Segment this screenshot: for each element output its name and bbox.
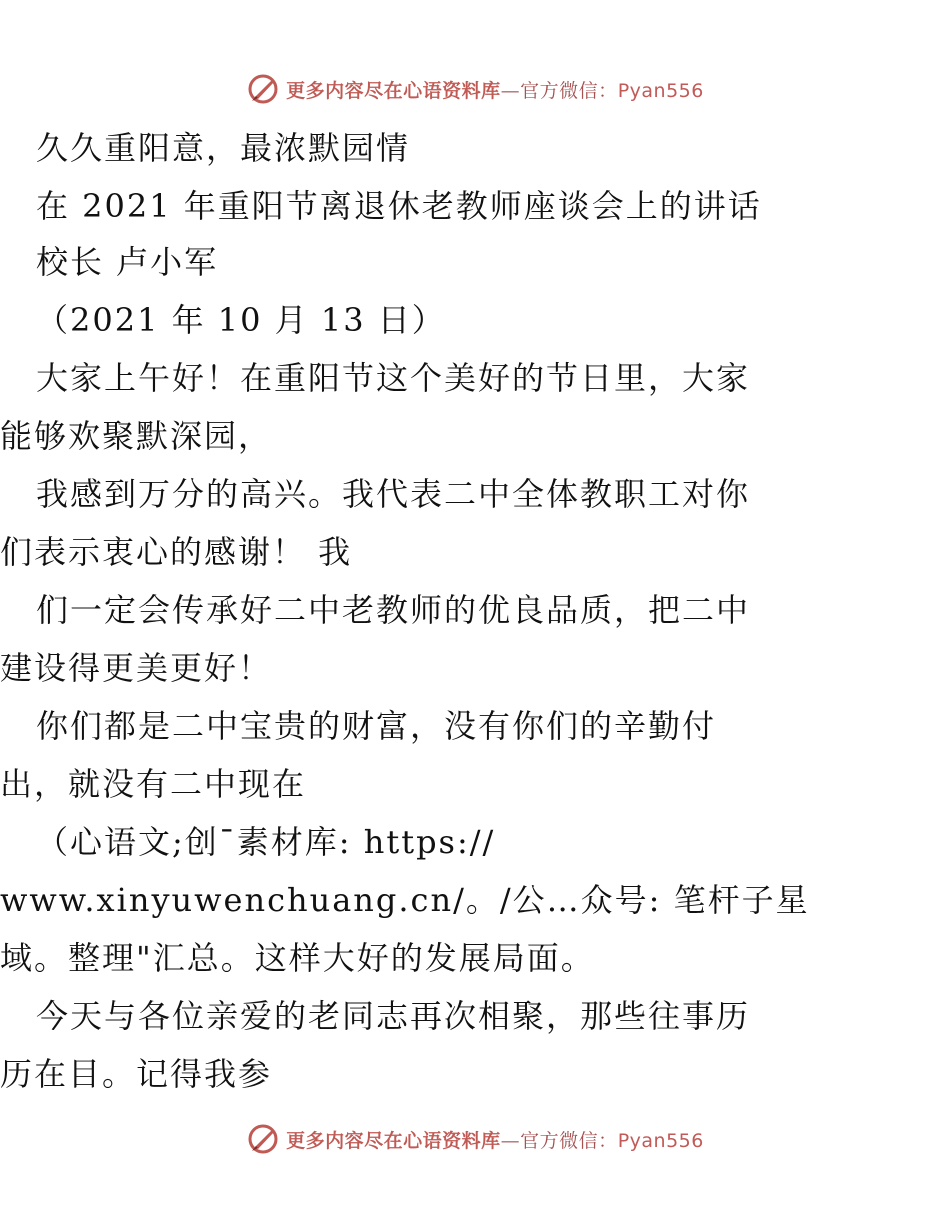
banner-official-label: 官方微信： [520, 79, 618, 102]
banner-site-name: 更多内容尽在心语资料库 [286, 79, 501, 102]
paragraph-line: 大家上午好！在重阳节这个美好的节日里，大家 [36, 359, 751, 397]
banner-official-label: 官方微信： [520, 1129, 618, 1152]
document-title: 久久重阳意，最浓默园情 [36, 129, 411, 167]
footer-banner [0, 1122, 950, 1156]
banner-text [286, 1126, 704, 1153]
banner-wechat-id: Pyan556 [617, 79, 704, 102]
quill-pen-circle-icon [246, 72, 280, 106]
paragraph-line: 历在目。记得我参 [0, 1055, 273, 1093]
document-subtitle: 在 2021 年重阳节离退休老教师座谈会上的讲话 [36, 187, 762, 225]
paragraph-line: （心语文;创¯素材库: https:// [36, 823, 496, 861]
paragraph-line: 出，就没有二中现在 [0, 765, 307, 803]
quill-pen-circle-icon [246, 1122, 280, 1156]
banner-separator: — [500, 1129, 521, 1152]
paragraph-line: 们表示衷心的感谢！ 我 [0, 533, 353, 571]
banner-wechat-id: Pyan556 [617, 1129, 704, 1152]
banner-text [286, 76, 704, 103]
header-banner [0, 72, 950, 106]
document-date: （2021 年 10 月 13 日） [36, 301, 446, 339]
paragraph-line: 你们都是二中宝贵的财富，没有你们的辛勤付 [36, 707, 717, 745]
paragraph-line: 们一定会传承好二中老教师的优良品质，把二中 [36, 591, 751, 629]
paragraph-line: www.xinyuwenchuang.cn/。/公…众号: 笔杆子星 [0, 881, 810, 919]
document-author: 校长 卢小军 [36, 243, 219, 281]
paragraph-line: 我感到万分的高兴。我代表二中全体教职工对你 [36, 475, 751, 513]
paragraph-line: 域。整理"汇总。这样大好的发展局面。 [0, 939, 595, 977]
banner-site-name: 更多内容尽在心语资料库 [286, 1129, 501, 1152]
paragraph-line: 建设得更美更好！ [0, 649, 273, 687]
paragraph-line: 能够欢聚默深园， [0, 417, 273, 455]
paragraph-line: 今天与各位亲爱的老同志再次相聚，那些往事历 [36, 997, 751, 1035]
banner-separator: — [500, 79, 521, 102]
